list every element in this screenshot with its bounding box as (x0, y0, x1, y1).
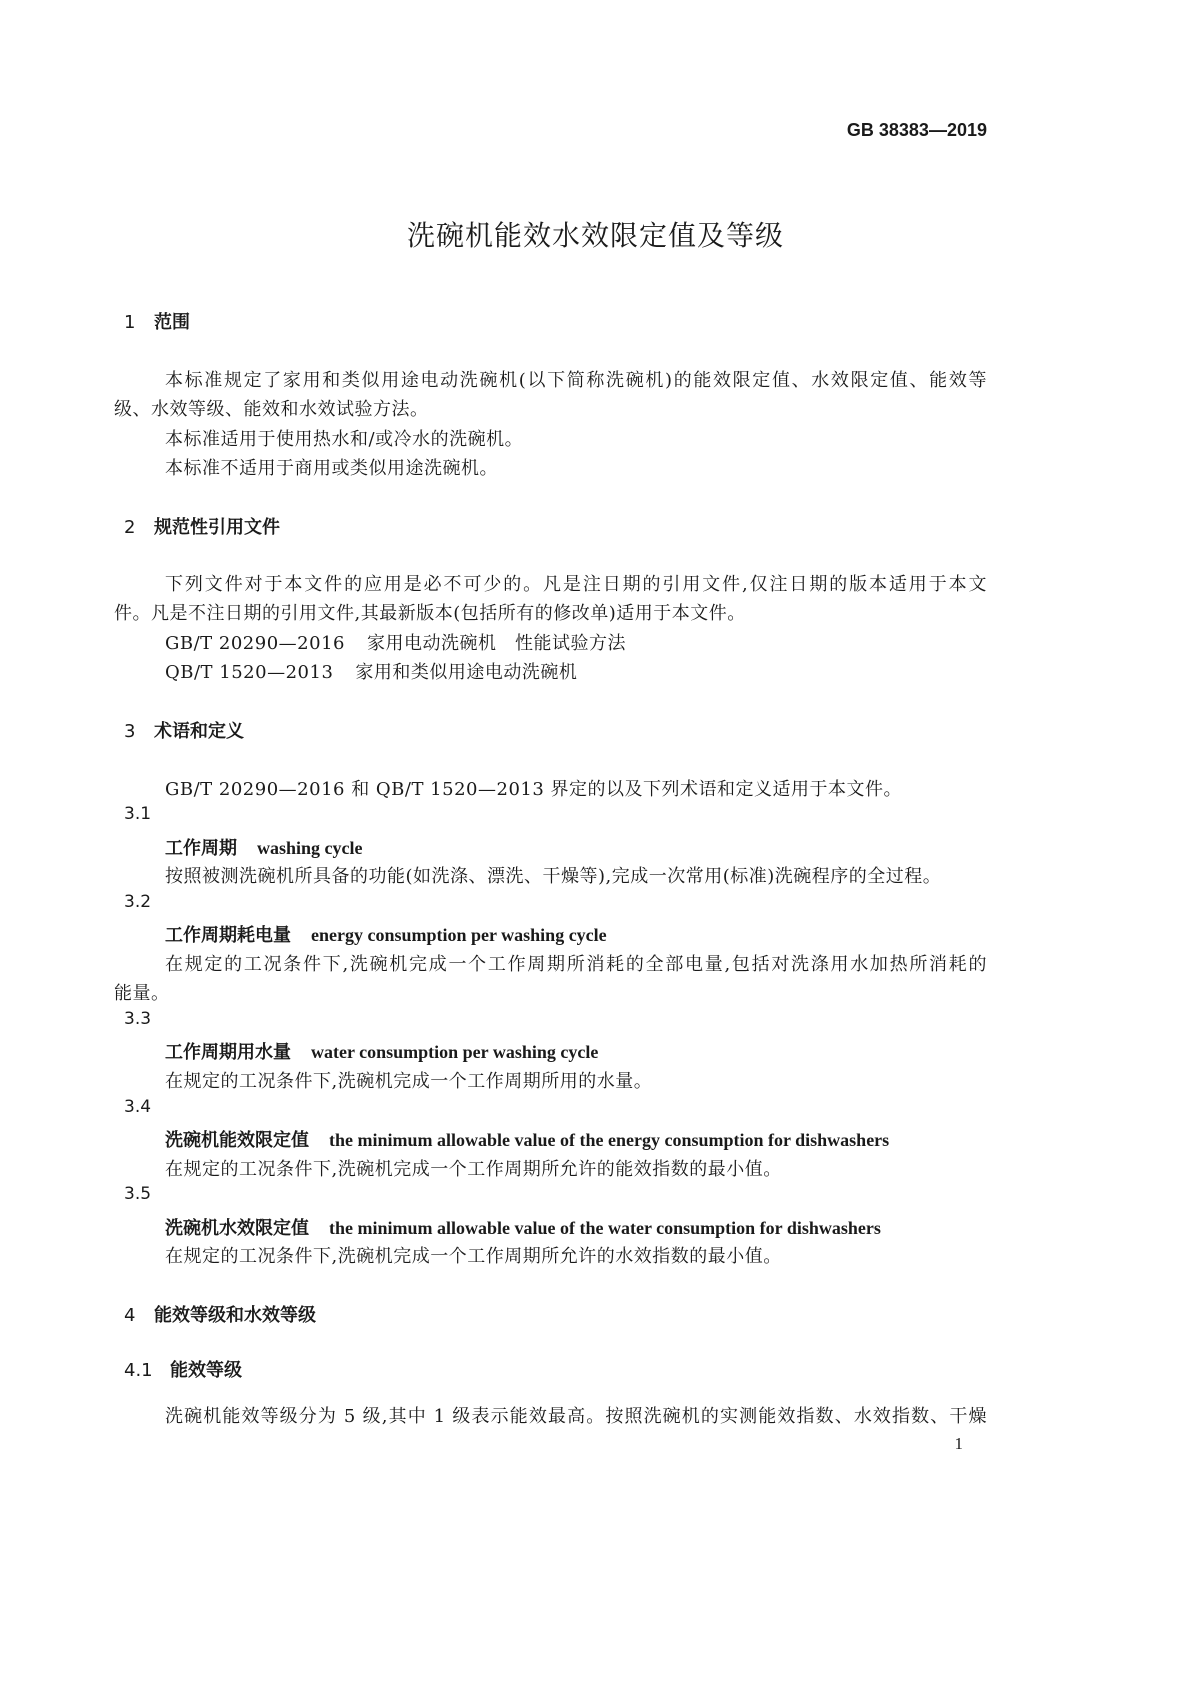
section-number: 2 (124, 517, 136, 538)
term-number: 3.3 (124, 1009, 152, 1029)
paragraph: GB/T 20290—2016 和 QB/T 1520—2013 界定的以及下列术语和定义适用于本文件。 (165, 779, 903, 800)
term-number: 3.1 (124, 804, 152, 824)
term-en: washing cycle (257, 838, 363, 858)
page-number: 1 (954, 1434, 963, 1453)
term-en: energy consumption per washing cycle (311, 925, 607, 945)
section-1-heading (124, 308, 190, 334)
section-number: 1 (124, 312, 136, 333)
standard-number: GB 38383—2019 (846, 120, 987, 140)
term-definition: 在规定的工况条件下,洗碗机完成一个工作周期所消耗的全部电量,包括对洗涤用水加热所消耗的 (165, 954, 987, 975)
term-definition: 按照被测洗碗机所具备的功能(如洗涤、漂洗、干燥等),完成一次常用(标准)洗碗程序的全过程。 (165, 866, 942, 887)
paragraph-line: 本标准规定了家用和类似用途电动洗碗机(以下简称洗碗机)的能效限定值、水效限定值、能效等 (165, 370, 987, 391)
term-number: 3.5 (124, 1184, 152, 1204)
term-zh: 工作周期用水量 (165, 1042, 291, 1063)
section-3-heading (124, 717, 244, 743)
term-definition: 在规定的工况条件下,洗碗机完成一个工作周期所允许的能效指数的最小值。 (165, 1159, 782, 1180)
paragraph-line: 下列文件对于本文件的应用是必不可少的。凡是注日期的引用文件,仅注日期的版本适用于本文 (165, 574, 987, 595)
term-heading (165, 1214, 881, 1240)
term-heading (165, 1038, 598, 1064)
term-zh: 洗碗机能效限定值 (165, 1130, 309, 1151)
term-heading (165, 834, 363, 860)
term-en: water consumption per washing cycle (311, 1042, 599, 1062)
term-en: the minimum allowable value of the energy consumption for dishwashers (329, 1130, 890, 1150)
term-definition: 在规定的工况条件下,洗碗机完成一个工作周期所用的水量。 (165, 1071, 653, 1092)
section-number: 3 (124, 721, 136, 742)
reference-code: GB/T 20290—2016 (165, 633, 345, 654)
term-number: 3.4 (124, 1097, 152, 1117)
document-title: 洗碗机能效水效限定值及等级 (406, 219, 784, 252)
reference-code: QB/T 1520—2013 (165, 662, 334, 683)
subsection-4-1-heading (124, 1356, 242, 1382)
term-number: 3.2 (124, 892, 152, 912)
normative-reference (165, 658, 577, 684)
section-4-heading (124, 1301, 316, 1327)
term-definition: 在规定的工况条件下,洗碗机完成一个工作周期所允许的水效指数的最小值。 (165, 1246, 782, 1267)
term-zh: 工作周期耗电量 (165, 925, 291, 946)
term-zh: 洗碗机水效限定值 (165, 1218, 309, 1239)
subsection-number: 4.1 (124, 1360, 153, 1381)
term-en: the minimum allowable value of the water consumption for dishwashers (329, 1218, 881, 1238)
subsection-title: 能效等级 (170, 1360, 242, 1381)
paragraph-line: 件。凡是不注日期的引用文件,其最新版本(包括所有的修改单)适用于本文件。 (114, 603, 746, 624)
term-definition: 能量。 (114, 983, 170, 1004)
paragraph-line: 级、水效等级、能效和水效试验方法。 (114, 399, 429, 420)
section-title: 能效等级和水效等级 (154, 1305, 316, 1326)
term-heading (165, 921, 607, 947)
section-title: 范围 (154, 312, 190, 333)
reference-title: 家用和类似用途电动洗碗机 (355, 662, 578, 683)
term-zh: 工作周期 (165, 838, 237, 859)
reference-title: 家用电动洗碗机 性能试验方法 (366, 633, 626, 654)
normative-reference (165, 629, 626, 655)
section-number: 4 (124, 1305, 136, 1326)
term-heading (165, 1126, 889, 1152)
paragraph: 本标准不适用于商用或类似用途洗碗机。 (165, 458, 498, 479)
section-2-heading (124, 513, 280, 539)
paragraph-line: 洗碗机能效等级分为 5 级,其中 1 级表示能效最高。按照洗碗机的实测能效指数、水效指数、干燥 (165, 1406, 987, 1427)
section-title: 规范性引用文件 (154, 517, 280, 538)
paragraph: 本标准适用于使用热水和/或冷水的洗碗机。 (165, 429, 524, 450)
section-title: 术语和定义 (154, 721, 244, 742)
